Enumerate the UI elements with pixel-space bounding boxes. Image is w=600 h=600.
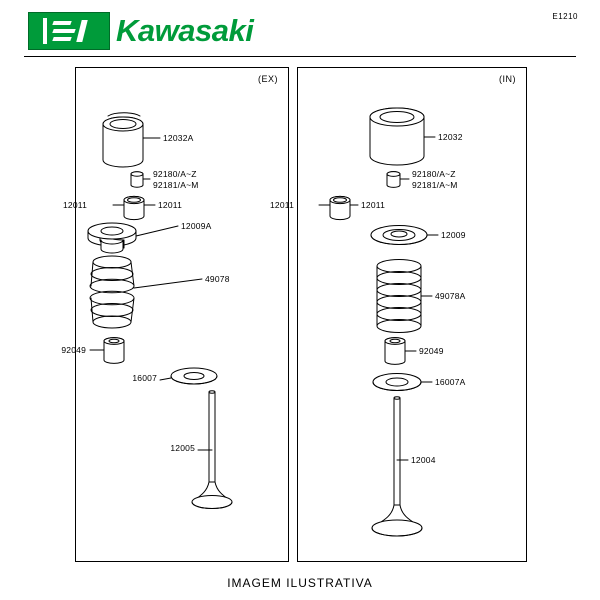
callout-12011-right: 12011: [158, 200, 183, 210]
callout-12011-left: 12011: [62, 200, 87, 210]
illustration-note: IMAGEM ILUSTRATIVA: [227, 576, 373, 590]
kawasaki-k-logo-icon: [28, 12, 110, 50]
callout-12011-in-right: 12011: [361, 200, 386, 210]
document-code: E1210: [552, 12, 578, 21]
callout-12009: 12009: [441, 230, 466, 240]
callout-12032: 12032: [438, 132, 463, 142]
callout-16007A: 16007A: [435, 377, 466, 387]
callout-92180-in: 92180/A~Z: [412, 169, 456, 179]
brand-wordmark: Kawasaki: [116, 13, 254, 48]
callout-12005: 12005: [170, 443, 195, 453]
header-divider: [24, 56, 576, 57]
callout-92181-in: 92181/A~M: [412, 180, 458, 190]
panel-tag-exhaust: (EX): [258, 74, 278, 84]
callout-12004: 12004: [411, 455, 436, 465]
callout-92049-in: 92049: [419, 346, 444, 356]
brand-block: [28, 10, 328, 52]
panel-tag-intake: (IN): [499, 74, 516, 84]
callout-16007: 16007: [132, 373, 157, 383]
callout-92180: 92180/A~Z: [153, 169, 197, 179]
callout-49078: 49078: [205, 274, 230, 284]
callout-12009A: 12009A: [181, 221, 212, 231]
callout-12011-in-left: 12011: [269, 200, 294, 210]
panel-intake: [297, 67, 527, 562]
callout-92049-ex: 92049: [61, 345, 86, 355]
callout-49078A: 49078A: [435, 291, 466, 301]
callout-12032A: 12032A: [163, 133, 194, 143]
callout-92181: 92181/A~M: [153, 180, 199, 190]
